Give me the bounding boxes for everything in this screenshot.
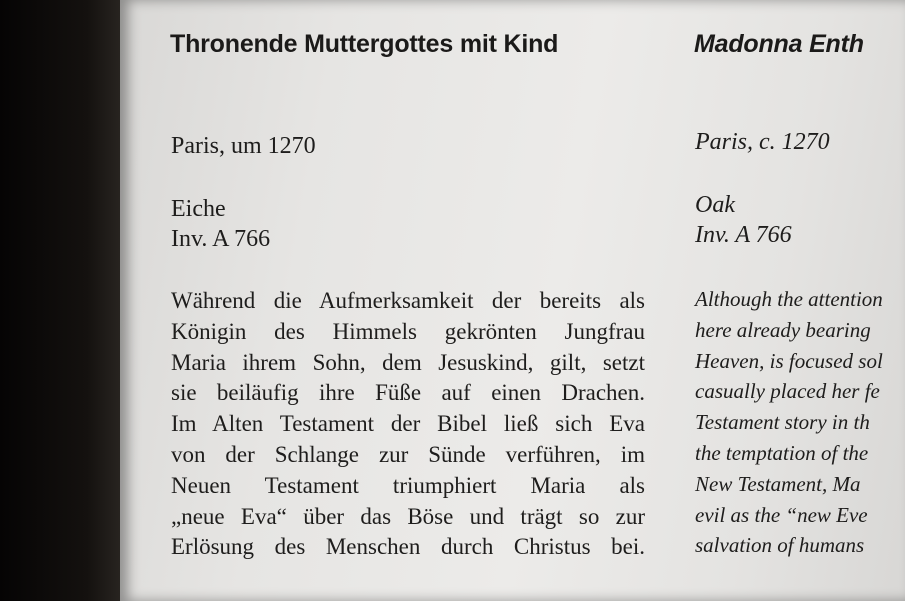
description-line: „neue Eva“ über das Böse und trägt so zur: [171, 503, 645, 529]
description-line: Während die Aufmerksamkeit der bereits als: [171, 288, 645, 313]
description-line: evil as the “new Eve: [695, 502, 868, 527]
description-line: Im Alten Testament der Bibel ließ sich Eva: [171, 411, 645, 437]
description-line: Although the attention: [695, 287, 883, 311]
description-line: Neuen Testament triumphiert Maria als: [171, 472, 645, 498]
material-german: Eiche: [171, 196, 226, 222]
description-line: the temptation of the: [695, 440, 869, 465]
material-english: Oak: [695, 192, 735, 218]
title-english: Madonna Enth: [694, 30, 864, 58]
dark-wall-edge: [0, 0, 124, 601]
inventory-english: Inv. A 766: [695, 222, 792, 248]
description-line: here already bearing: [695, 317, 871, 342]
description-line: von der Schlange zur Sünde verführen, im: [171, 441, 645, 467]
description-line: casually placed her fe: [695, 379, 880, 404]
description-line: Maria ihrem Sohn, dem Jesuskind, gilt, setzt: [171, 349, 645, 375]
origin-german: Paris, um 1270: [171, 133, 316, 159]
description-line: Testament story in th: [695, 410, 870, 435]
description-line: salvation of humans: [695, 533, 865, 558]
description-line: Königin des Himmels gekrönten Jungfrau: [171, 318, 645, 344]
description-line: New Testament, Ma: [695, 471, 861, 496]
description-line: Erlösung des Menschen durch Christus bei.: [171, 534, 645, 560]
title-german: Thronende Muttergottes mit Kind: [170, 30, 559, 58]
inventory-german: Inv. A 766: [171, 226, 271, 252]
description-line: sie beiläufig ihre Füße auf einen Drachen.: [171, 380, 645, 406]
description-german: [171, 286, 645, 563]
description-line: Heaven, is focused sol: [695, 348, 883, 373]
description-english: [695, 284, 905, 561]
origin-english: Paris, c. 1270: [695, 129, 830, 155]
